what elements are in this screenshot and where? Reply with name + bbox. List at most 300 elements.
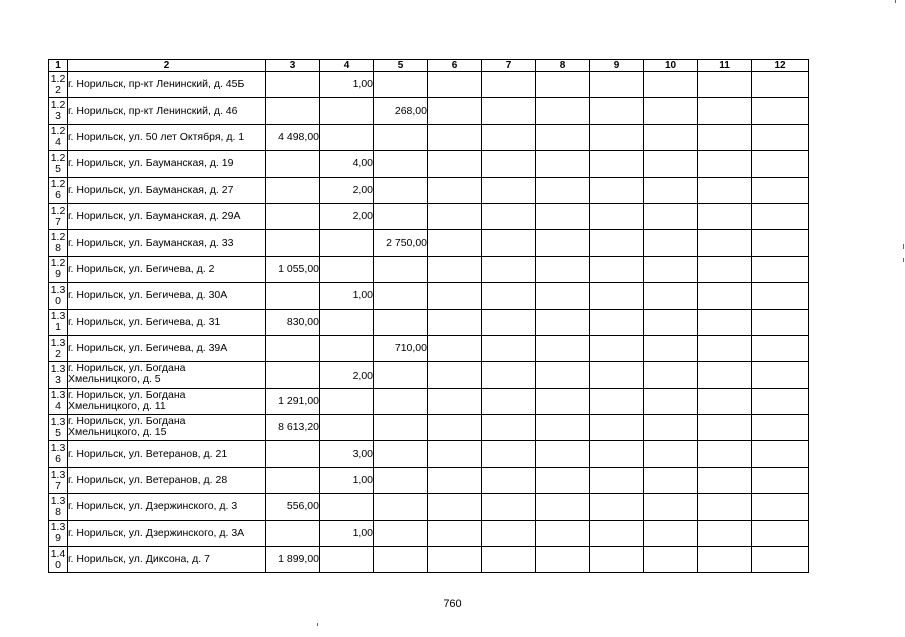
value-cell-5: [374, 203, 428, 229]
address-cell: [68, 362, 266, 388]
value-cell-5: 710,00: [374, 335, 428, 361]
empty-cell-9: [590, 520, 644, 546]
empty-cell-10: [644, 441, 698, 467]
empty-cell-6: [428, 494, 482, 520]
empty-cell-6: [428, 151, 482, 177]
empty-cell-9: [590, 124, 644, 150]
address-line: Хмельницкого, д. 5: [68, 373, 161, 386]
value-cell-3: 1 899,00: [266, 547, 320, 573]
row-number: [49, 230, 68, 256]
empty-cell-8: [536, 151, 590, 177]
empty-cell-6: [428, 203, 482, 229]
value-cell-4: [320, 98, 374, 124]
address-line: г. Норильск, ул. Бауманская, д. 19: [68, 157, 234, 170]
address-line: г. Норильск, ул. Бегичева, д. 30А: [68, 289, 228, 302]
empty-cell-11: [698, 388, 752, 414]
empty-cell-12: [752, 283, 809, 309]
table-row: [49, 547, 809, 573]
empty-cell-12: [752, 98, 809, 124]
empty-cell-12: [752, 124, 809, 150]
empty-cell-9: [590, 151, 644, 177]
value-cell-3: [266, 520, 320, 546]
value-cell-5: [374, 151, 428, 177]
col-header-7: 7: [482, 60, 536, 72]
address-cell: [68, 230, 266, 256]
row-number: [49, 203, 68, 229]
address-cell: [68, 124, 266, 150]
empty-cell-6: [428, 415, 482, 441]
value-cell-5: [374, 520, 428, 546]
scan-mark: [903, 258, 904, 262]
value-cell-3: [266, 467, 320, 493]
empty-cell-6: [428, 124, 482, 150]
empty-cell-9: [590, 230, 644, 256]
row-number-part: 1: [55, 321, 61, 334]
row-number-part: 7: [55, 215, 61, 228]
value-cell-4: [320, 230, 374, 256]
table-row: [49, 124, 809, 150]
value-cell-5: [374, 283, 428, 309]
col-header-9: 9: [590, 60, 644, 72]
address-cell: [68, 177, 266, 203]
value-cell-5: [374, 309, 428, 335]
value-cell-5: [374, 124, 428, 150]
address-line: Хмельницкого, д. 11: [68, 399, 166, 412]
address-cell: [68, 335, 266, 361]
address-line: г. Норильск, пр-кт Ленинский, д. 46: [68, 104, 238, 117]
value-cell-5: [374, 388, 428, 414]
value-cell-5: [374, 177, 428, 203]
value-cell-3: [266, 230, 320, 256]
row-number-part: 1.2: [50, 72, 66, 85]
row-number-part: 3: [55, 373, 61, 386]
empty-cell-10: [644, 283, 698, 309]
row-number: [49, 388, 68, 414]
empty-cell-7: [482, 151, 536, 177]
empty-cell-7: [482, 335, 536, 361]
empty-cell-8: [536, 72, 590, 98]
row-number-part: 1.2: [50, 204, 66, 217]
row-number-part: 3: [55, 110, 61, 123]
empty-cell-6: [428, 72, 482, 98]
address-cell: [68, 151, 266, 177]
scan-mark: [903, 244, 904, 249]
empty-cell-12: [752, 151, 809, 177]
address-cell: [68, 547, 266, 573]
empty-cell-11: [698, 547, 752, 573]
row-number-part: 6: [55, 189, 61, 202]
address-cell: [68, 388, 266, 414]
col-header-4: 4: [320, 60, 374, 72]
row-number: [49, 177, 68, 203]
empty-cell-7: [482, 72, 536, 98]
row-number: [49, 309, 68, 335]
value-cell-4: 4,00: [320, 151, 374, 177]
value-cell-4: 3,00: [320, 441, 374, 467]
empty-cell-10: [644, 335, 698, 361]
value-cell-4: 2,00: [320, 177, 374, 203]
address-line: г. Норильск, ул. Бауманская, д. 27: [68, 183, 234, 196]
empty-cell-8: [536, 388, 590, 414]
address-line: г. Норильск, ул. Бауманская, д. 29А: [68, 210, 241, 223]
empty-cell-12: [752, 547, 809, 573]
row-number-part: 9: [55, 268, 61, 281]
empty-cell-6: [428, 335, 482, 361]
row-number: [49, 124, 68, 150]
empty-cell-9: [590, 98, 644, 124]
value-cell-3: 830,00: [266, 309, 320, 335]
col-header-6: 6: [428, 60, 482, 72]
empty-cell-8: [536, 177, 590, 203]
empty-cell-9: [590, 388, 644, 414]
empty-cell-8: [536, 520, 590, 546]
row-number-part: 1.3: [50, 468, 66, 481]
col-header-8: 8: [536, 60, 590, 72]
col-header-5: 5: [374, 60, 428, 72]
empty-cell-8: [536, 124, 590, 150]
row-number-part: 1.3: [50, 494, 66, 507]
empty-cell-11: [698, 441, 752, 467]
value-cell-3: 556,00: [266, 494, 320, 520]
row-number-part: 1.3: [50, 362, 66, 375]
row-number-part: 1.3: [50, 415, 66, 428]
empty-cell-6: [428, 98, 482, 124]
empty-cell-7: [482, 203, 536, 229]
empty-cell-8: [536, 230, 590, 256]
value-cell-3: 1 055,00: [266, 256, 320, 282]
empty-cell-12: [752, 230, 809, 256]
table-row: [49, 520, 809, 546]
empty-cell-11: [698, 309, 752, 335]
value-cell-4: [320, 124, 374, 150]
row-number-part: 4: [55, 400, 61, 413]
value-cell-4: [320, 415, 374, 441]
row-number: [49, 547, 68, 573]
table-body: [49, 72, 809, 573]
col-header-1: 1: [49, 60, 68, 72]
empty-cell-11: [698, 520, 752, 546]
data-table: [48, 59, 809, 573]
empty-cell-7: [482, 547, 536, 573]
value-cell-4: 2,00: [320, 362, 374, 388]
value-cell-3: [266, 72, 320, 98]
empty-cell-11: [698, 177, 752, 203]
empty-cell-8: [536, 98, 590, 124]
table-row: [49, 230, 809, 256]
value-cell-4: [320, 335, 374, 361]
empty-cell-6: [428, 230, 482, 256]
value-cell-5: 268,00: [374, 98, 428, 124]
value-cell-4: 2,00: [320, 203, 374, 229]
address-line: г. Норильск, ул. Дзержинского, д. 3А: [68, 526, 245, 539]
empty-cell-12: [752, 309, 809, 335]
value-cell-3: [266, 203, 320, 229]
empty-cell-8: [536, 256, 590, 282]
row-number-part: 1.4: [50, 547, 66, 560]
empty-cell-8: [536, 494, 590, 520]
empty-cell-6: [428, 520, 482, 546]
empty-cell-10: [644, 309, 698, 335]
empty-cell-7: [482, 362, 536, 388]
row-number-part: 6: [55, 453, 61, 466]
page-number: 760: [443, 598, 462, 610]
row-number: [49, 256, 68, 282]
address-line: г. Норильск, ул. Бегичева, д. 2: [68, 262, 215, 275]
empty-cell-10: [644, 203, 698, 229]
empty-cell-10: [644, 415, 698, 441]
empty-cell-7: [482, 441, 536, 467]
scan-mark: [317, 623, 318, 626]
table-row: [49, 98, 809, 124]
row-number-part: 8: [55, 505, 61, 518]
empty-cell-6: [428, 388, 482, 414]
scan-mark: [895, 0, 896, 3]
address-line: г. Норильск, ул. Бегичева, д. 31: [68, 315, 221, 328]
table-row: [49, 415, 809, 441]
row-number-part: 1.2: [50, 231, 66, 244]
row-number-part: 1.2: [50, 257, 66, 270]
empty-cell-8: [536, 547, 590, 573]
value-cell-3: [266, 151, 320, 177]
row-number-part: 1.3: [50, 283, 66, 296]
address-cell: [68, 98, 266, 124]
row-number: [49, 467, 68, 493]
value-cell-4: 1,00: [320, 467, 374, 493]
empty-cell-8: [536, 467, 590, 493]
value-cell-5: [374, 415, 428, 441]
row-number: [49, 362, 68, 388]
row-number-part: 1.3: [50, 521, 66, 534]
row-number: [49, 494, 68, 520]
address-line: г. Норильск, ул. Бауманская, д. 33: [68, 236, 234, 249]
empty-cell-10: [644, 520, 698, 546]
row-number: [49, 98, 68, 124]
empty-cell-8: [536, 283, 590, 309]
empty-cell-12: [752, 203, 809, 229]
empty-cell-11: [698, 72, 752, 98]
row-number-part: 1.2: [50, 125, 66, 138]
address-line: г. Норильск, ул. Богдана: [68, 388, 186, 401]
value-cell-5: [374, 547, 428, 573]
empty-cell-10: [644, 177, 698, 203]
empty-cell-7: [482, 388, 536, 414]
empty-cell-6: [428, 547, 482, 573]
table-row: [49, 362, 809, 388]
table-row: [49, 72, 809, 98]
row-number-part: 1.3: [50, 389, 66, 402]
empty-cell-8: [536, 203, 590, 229]
address-cell: [68, 415, 266, 441]
value-cell-4: [320, 388, 374, 414]
empty-cell-10: [644, 98, 698, 124]
col-header-3: 3: [266, 60, 320, 72]
table-row: [49, 177, 809, 203]
row-number-part: 2: [55, 347, 61, 360]
empty-cell-11: [698, 362, 752, 388]
col-header-12: 12: [752, 60, 809, 72]
empty-cell-8: [536, 309, 590, 335]
row-number-part: 5: [55, 426, 61, 439]
empty-cell-12: [752, 520, 809, 546]
value-cell-4: 1,00: [320, 283, 374, 309]
row-number-part: 1.3: [50, 336, 66, 349]
empty-cell-9: [590, 415, 644, 441]
value-cell-5: [374, 72, 428, 98]
empty-cell-11: [698, 494, 752, 520]
address-line: г. Норильск, ул. Ветеранов, д. 21: [68, 447, 228, 460]
value-cell-5: [374, 362, 428, 388]
row-number: [49, 72, 68, 98]
empty-cell-12: [752, 441, 809, 467]
empty-cell-10: [644, 467, 698, 493]
address-line: г. Норильск, пр-кт Ленинский, д. 45Б: [68, 78, 245, 91]
table-row: [49, 309, 809, 335]
value-cell-5: 2 750,00: [374, 230, 428, 256]
col-header-11: 11: [698, 60, 752, 72]
table-row: [49, 388, 809, 414]
address-line: г. Норильск, ул. 50 лет Октября, д. 1: [68, 130, 245, 143]
col-header-2: 2: [68, 60, 266, 72]
row-number: [49, 335, 68, 361]
value-cell-3: 1 291,00: [266, 388, 320, 414]
empty-cell-9: [590, 177, 644, 203]
table-row: [49, 441, 809, 467]
row-number-part: 5: [55, 162, 61, 175]
address-cell: [68, 72, 266, 98]
value-cell-3: 8 613,20: [266, 415, 320, 441]
empty-cell-11: [698, 256, 752, 282]
table-row: [49, 494, 809, 520]
address-cell: [68, 309, 266, 335]
empty-cell-11: [698, 124, 752, 150]
empty-cell-7: [482, 98, 536, 124]
col-header-10: 10: [644, 60, 698, 72]
address-cell: [68, 520, 266, 546]
table-row: [49, 283, 809, 309]
empty-cell-12: [752, 177, 809, 203]
empty-cell-6: [428, 467, 482, 493]
empty-cell-12: [752, 335, 809, 361]
empty-cell-9: [590, 309, 644, 335]
empty-cell-7: [482, 283, 536, 309]
empty-cell-11: [698, 151, 752, 177]
row-number: [49, 441, 68, 467]
header-row: [49, 60, 809, 72]
row-number-part: 9: [55, 532, 61, 545]
address-line: г. Норильск, ул. Дзержинского, д. 3: [68, 500, 238, 513]
empty-cell-10: [644, 230, 698, 256]
empty-cell-6: [428, 309, 482, 335]
empty-cell-9: [590, 547, 644, 573]
empty-cell-8: [536, 415, 590, 441]
address-line: г. Норильск, ул. Бегичева, д. 39А: [68, 342, 228, 355]
row-number: [49, 415, 68, 441]
row-number: [49, 283, 68, 309]
table-row: [49, 335, 809, 361]
address-cell: [68, 467, 266, 493]
empty-cell-11: [698, 230, 752, 256]
empty-cell-9: [590, 335, 644, 361]
value-cell-3: [266, 98, 320, 124]
empty-cell-10: [644, 388, 698, 414]
value-cell-4: 1,00: [320, 520, 374, 546]
empty-cell-11: [698, 203, 752, 229]
row-number: [49, 151, 68, 177]
empty-cell-7: [482, 309, 536, 335]
empty-cell-7: [482, 467, 536, 493]
empty-cell-12: [752, 467, 809, 493]
empty-cell-10: [644, 362, 698, 388]
value-cell-3: [266, 177, 320, 203]
value-cell-5: [374, 256, 428, 282]
empty-cell-10: [644, 494, 698, 520]
empty-cell-9: [590, 494, 644, 520]
empty-cell-11: [698, 283, 752, 309]
row-number-part: 1.2: [50, 178, 66, 191]
empty-cell-8: [536, 335, 590, 361]
value-cell-4: [320, 494, 374, 520]
empty-cell-11: [698, 467, 752, 493]
empty-cell-10: [644, 256, 698, 282]
empty-cell-9: [590, 441, 644, 467]
empty-cell-12: [752, 72, 809, 98]
empty-cell-6: [428, 283, 482, 309]
row-number-part: 0: [55, 294, 61, 307]
row-number: [49, 520, 68, 546]
value-cell-5: [374, 467, 428, 493]
empty-cell-9: [590, 203, 644, 229]
address-line: г. Норильск, ул. Богдана: [68, 415, 186, 428]
value-cell-4: [320, 547, 374, 573]
empty-cell-10: [644, 547, 698, 573]
address-cell: [68, 283, 266, 309]
row-number-part: 1.3: [50, 310, 66, 323]
empty-cell-10: [644, 124, 698, 150]
value-cell-3: [266, 441, 320, 467]
table-row: [49, 203, 809, 229]
table-row: [49, 467, 809, 493]
address-cell: [68, 203, 266, 229]
address-cell: [68, 256, 266, 282]
row-number-part: 1.3: [50, 442, 66, 455]
empty-cell-12: [752, 256, 809, 282]
address-cell: [68, 494, 266, 520]
empty-cell-7: [482, 124, 536, 150]
empty-cell-9: [590, 467, 644, 493]
table-row: [49, 256, 809, 282]
address-line: Хмельницкого, д. 15: [68, 426, 167, 439]
empty-cell-7: [482, 256, 536, 282]
value-cell-4: 1,00: [320, 72, 374, 98]
empty-cell-12: [752, 494, 809, 520]
empty-cell-9: [590, 256, 644, 282]
empty-cell-12: [752, 362, 809, 388]
value-cell-4: [320, 309, 374, 335]
empty-cell-11: [698, 335, 752, 361]
value-cell-3: [266, 283, 320, 309]
table-row: [49, 151, 809, 177]
empty-cell-6: [428, 256, 482, 282]
empty-cell-9: [590, 362, 644, 388]
value-cell-3: 4 498,00: [266, 124, 320, 150]
value-cell-3: [266, 362, 320, 388]
empty-cell-7: [482, 230, 536, 256]
address-line: г. Норильск, ул. Богдана: [68, 362, 186, 375]
empty-cell-9: [590, 72, 644, 98]
value-cell-5: [374, 441, 428, 467]
empty-cell-10: [644, 151, 698, 177]
row-number-part: 7: [55, 479, 61, 492]
